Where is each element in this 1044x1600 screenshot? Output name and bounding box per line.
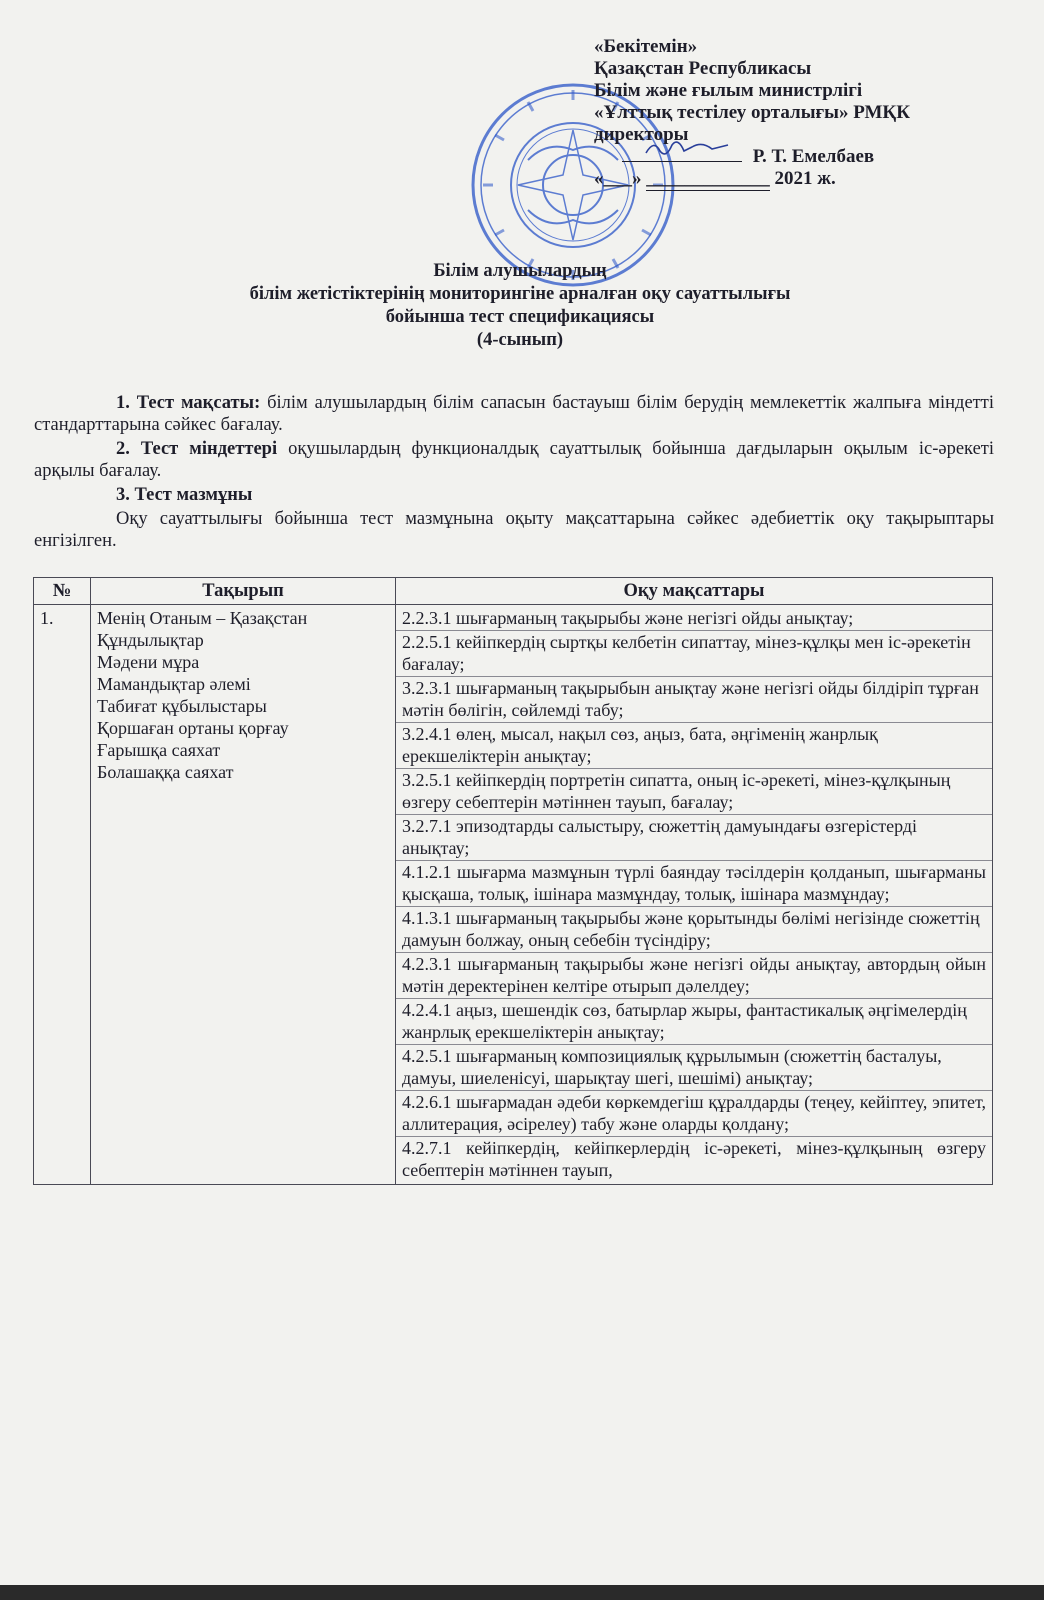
goals-cell	[396, 605, 993, 1185]
section-tasks	[34, 438, 994, 482]
column-header-goals: Оқу мақсаттары	[396, 578, 993, 605]
topic-item: Менің Отаным – Қазақстан	[97, 608, 308, 628]
table-row	[34, 605, 993, 1185]
approval-line: Білім және ғылым министрлігі	[594, 80, 863, 101]
signature-line	[622, 147, 742, 162]
table-header-row	[34, 578, 993, 605]
learning-goal: 4.2.6.1 шығармадан әдеби көркемдегіш құралдарды (теңеу, кейіптеу, эпитет, аллитерация, әсірелеу) табу және оларды қолдану;	[396, 1091, 992, 1137]
title-line: Білім алушылардың	[433, 261, 607, 281]
date-row	[594, 168, 1024, 191]
title-line: (4-сынып)	[476, 330, 564, 350]
section-heading: 1. Тест мақсаты:	[116, 393, 261, 413]
learning-goal: 3.2.7.1 эпизодтарды салыстыру, сюжеттің дамуындағы өзгерістерді анықтау;	[396, 815, 992, 861]
learning-goal: 3.2.4.1 өлең, мысал, нақыл сөз, аңыз, бата, әңгіменің жанрлық ерекшеліктерін анықтау;	[396, 723, 992, 769]
approval-line: «Ұлттық тестілеу орталығы» РМҚК	[594, 102, 910, 123]
approval-block	[594, 36, 1024, 191]
topic-item: Мәдени мұра	[97, 652, 200, 672]
section-heading: 2. Тест міндеттері	[116, 439, 278, 459]
section-text: оқушылардың функционалдық сауаттылық бойынша дағдыларын оқылым іс-әрекеті арқылы бағалау.	[34, 439, 995, 481]
learning-goal: 3.2.5.1 кейіпкердің портретін сипатта, оның іс-әрекеті, мінез-құлқының өзгеру себептерін мәтіннен тауып, бағалау;	[396, 769, 992, 815]
learning-goal: 2.2.3.1 шығарманың тақырыбы және негізгі ойды анықтау;	[396, 607, 992, 631]
signature-row	[594, 146, 1024, 168]
topic-item: Табиғат құбылыстары	[97, 696, 267, 716]
section-goal	[34, 392, 994, 436]
specification-table	[33, 577, 993, 1185]
topic-item: Мамандықтар әлемі	[97, 674, 251, 694]
topic-item: Құндылықтар	[97, 630, 204, 650]
section-text: білім алушылардың білім сапасын бастауыш білім берудің мемлекеттік жалпыға міндетті стандарттарына сәйкес бағалау.	[34, 393, 994, 435]
title-line: білім жетістіктерінің мониторингіне арналған оқу сауаттылығы	[249, 284, 791, 304]
date-day: «___»	[594, 168, 642, 189]
learning-goal: 4.2.4.1 аңыз, шешендік сөз, батырлар жыры, фантастикалық әңгімелердің жанрлық ерекшеліктерін анықтау;	[396, 999, 992, 1045]
topic-item: Қоршаған ортаны қорғау	[97, 718, 289, 738]
column-header-number: №	[34, 578, 91, 605]
learning-goal: 4.2.7.1 кейіпкердің, кейіпкерлердің іс-әрекеті, мінез-құлқының өзгеру себептерін мәтіннен тауып,	[402, 1138, 986, 1180]
topic-item: Болашаққа саяхат	[97, 762, 234, 782]
title-line: бойынша тест спецификациясы	[385, 307, 655, 327]
section-content-text: Оқу сауаттылығы бойынша тест мазмұнына оқыту мақсаттарына сәйкес әдебиеттік оқу тақырыптары енгізілген.	[34, 509, 994, 551]
date-month: _____________	[646, 168, 770, 189]
row-number: 1.	[34, 605, 91, 1185]
handwritten-signature-icon	[642, 137, 732, 159]
date-year: 2021 ж.	[774, 168, 836, 189]
learning-goal: 4.2.5.1 шығарманың композициялық құрылымын (сюжеттің басталуы, дамуы, шиеленісуі, шарықтау шегі, шешімі) анықтау;	[396, 1045, 992, 1091]
approval-line: Қазақстан Республикасы	[594, 58, 812, 79]
learning-goal: 4.1.2.1 шығарма мазмұнын түрлі баяндау тәсілдерін қолданып, шығарманы қысқаша, толық, ішінара мазмұндау, толық, ішінара мазмұндау;	[396, 861, 992, 907]
column-header-topic: Тақырып	[91, 578, 396, 605]
document-body	[34, 392, 994, 554]
approval-line: «Бекітемін»	[594, 36, 698, 57]
document-title	[90, 260, 950, 352]
screen-bottom-edge	[0, 1585, 1044, 1600]
topic-item: Ғарышқа саяхат	[97, 740, 221, 760]
approval-line: директоры	[594, 124, 689, 145]
topics-cell	[91, 605, 396, 1185]
signer-name: Р. Т. Емелбаев	[752, 146, 875, 167]
learning-goal: 4.1.3.1 шығарманың тақырыбы және қорытынды бөлімі негізінде сюжеттің дамуын болжау, оның себебін түсіндіру;	[396, 907, 992, 953]
section-heading: 3. Тест мазмұны	[116, 485, 253, 505]
learning-goal: 4.2.3.1 шығарманың тақырыбы және негізгі ойды анықтау, автордың ойын мәтін деректерінен келтіре отырып дәлелдеу;	[396, 953, 992, 999]
learning-goal: 3.2.3.1 шығарманың тақырыбын анықтау және негізгі ойды білдіріп тұрған мәтін бөлігін, сөйлемді табу;	[396, 677, 992, 723]
section-content-heading	[34, 484, 994, 506]
learning-goal: 2.2.5.1 кейіпкердің сыртқы келбетін сипаттау, мінез-құлқы мен іс-әрекетін бағалау;	[396, 631, 992, 677]
